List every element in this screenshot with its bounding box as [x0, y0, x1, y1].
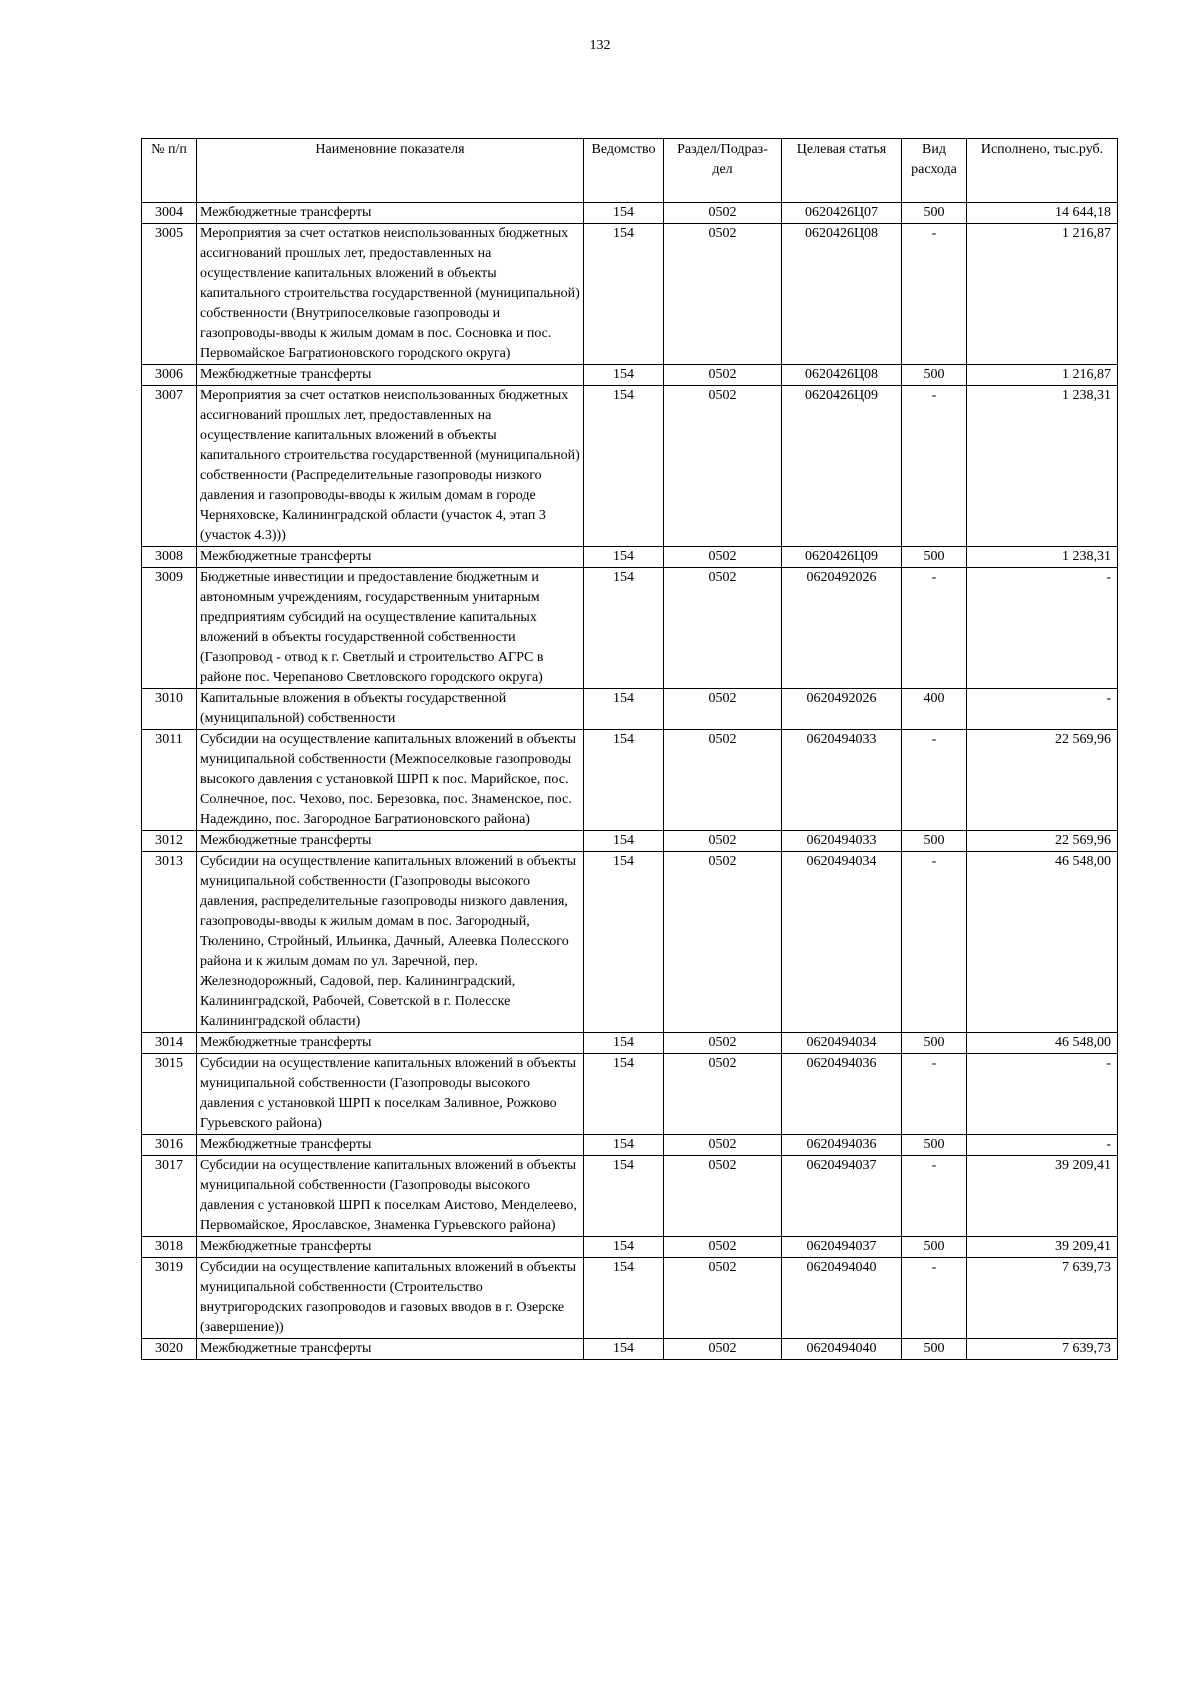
table-row: [142, 568, 1118, 689]
row-expense-type: 400: [902, 689, 967, 730]
row-name: Субсидии на осуществление капитальных вложений в объекты муниципальной собственности (Газопроводы высокого давления с установкой ШРП к поселкам Заливное, Рожково Гурьевского района): [197, 1054, 584, 1135]
table-row: [142, 1258, 1118, 1339]
page-number: 132: [589, 38, 611, 53]
table-row: [142, 852, 1118, 1033]
row-section: 0502: [664, 1339, 782, 1360]
row-amount: -: [967, 1054, 1118, 1135]
table-row: [142, 689, 1118, 730]
row-name: Субсидии на осуществление капитальных вложений в объекты муниципальной собственности (Строительство внутригородских газопроводов и газовых вводов в г. Озерске (завершение)): [197, 1258, 584, 1339]
row-target: 0620494033: [782, 831, 902, 852]
row-target: 0620494040: [782, 1339, 902, 1360]
row-amount: 1 238,31: [967, 547, 1118, 568]
row-number: 3017: [142, 1156, 197, 1237]
row-name: Мероприятия за счет остатков неиспользованных бюджетных ассигнований прошлых лет, предоставленных на осуществление капитальных вложений в объекты капитального строительства государственной (муниципальной) собственности (Внутрипоселковые газопроводы и газопроводы-вводы к жилым домам в пос. Сосновка и пос. Первомайское Багратионовского городского округа): [197, 224, 584, 365]
row-target: 0620426Ц07: [782, 203, 902, 224]
row-section: 0502: [664, 852, 782, 1033]
row-name: Межбюджетные трансферты: [197, 1339, 584, 1360]
row-section: 0502: [664, 1033, 782, 1054]
row-department: 154: [584, 547, 664, 568]
row-section: 0502: [664, 1054, 782, 1135]
row-target: 0620494036: [782, 1054, 902, 1135]
row-department: 154: [584, 1156, 664, 1237]
row-department: 154: [584, 365, 664, 386]
row-expense-type: 500: [902, 547, 967, 568]
row-section: 0502: [664, 1135, 782, 1156]
row-department: 154: [584, 831, 664, 852]
row-amount: -: [967, 568, 1118, 689]
header-department: Ведомство: [584, 139, 664, 203]
row-target: 0620426Ц08: [782, 224, 902, 365]
row-expense-type: -: [902, 568, 967, 689]
row-amount: 22 569,96: [967, 831, 1118, 852]
table-row: [142, 1339, 1118, 1360]
row-amount: 14 644,18: [967, 203, 1118, 224]
row-expense-type: -: [902, 224, 967, 365]
row-section: 0502: [664, 224, 782, 365]
table-row: [142, 730, 1118, 831]
header-type: Вид расхода: [902, 139, 967, 203]
row-expense-type: 500: [902, 1339, 967, 1360]
row-target: 0620426Ц09: [782, 547, 902, 568]
row-department: 154: [584, 852, 664, 1033]
row-number: 3013: [142, 852, 197, 1033]
row-department: 154: [584, 203, 664, 224]
row-section: 0502: [664, 568, 782, 689]
row-department: 154: [584, 689, 664, 730]
row-section: 0502: [664, 386, 782, 547]
row-expense-type: -: [902, 1156, 967, 1237]
table-row: [142, 547, 1118, 568]
row-name: Субсидии на осуществление капитальных вложений в объекты муниципальной собственности (Межпоселковые газопроводы высокого давления с установкой ШРП к пос. Марийское, пос. Солнечное, пос. Чехово, пос. Березовка, пос. Знаменское, пос. Надеждино, пос. Загородное Багратионовского района): [197, 730, 584, 831]
row-amount: 46 548,00: [967, 1033, 1118, 1054]
row-number: 3010: [142, 689, 197, 730]
row-target: 0620494033: [782, 730, 902, 831]
table-header-row: [142, 139, 1118, 203]
row-expense-type: -: [902, 1258, 967, 1339]
header-target: Целевая статья: [782, 139, 902, 203]
table-body: [142, 203, 1118, 1360]
table-row: [142, 386, 1118, 547]
row-department: 154: [584, 1054, 664, 1135]
table-row: [142, 365, 1118, 386]
row-section: 0502: [664, 203, 782, 224]
row-name: Субсидии на осуществление капитальных вложений в объекты муниципальной собственности (Газопроводы высокого давления, распределительные газопроводы низкого давления, газопроводы-вводы к жилым домам в пос. Загородный, Тюленино, Стройный, Ильинка, Дачный, Алеевка Полесского района и к жилым домам по ул. Заречной, пер. Железнодорожный, Садовой, пер. Калининградский, Калининградской, Рабочей, Советской в г. Полесске Калининградской области): [197, 852, 584, 1033]
row-expense-type: -: [902, 1054, 967, 1135]
row-number: 3009: [142, 568, 197, 689]
row-section: 0502: [664, 831, 782, 852]
row-name: Межбюджетные трансферты: [197, 831, 584, 852]
row-expense-type: 500: [902, 1135, 967, 1156]
row-section: 0502: [664, 365, 782, 386]
row-number: 3020: [142, 1339, 197, 1360]
row-number: 3004: [142, 203, 197, 224]
row-amount: 22 569,96: [967, 730, 1118, 831]
row-department: 154: [584, 224, 664, 365]
row-number: 3007: [142, 386, 197, 547]
row-number: 3016: [142, 1135, 197, 1156]
table-row: [142, 203, 1118, 224]
table-row: [142, 831, 1118, 852]
row-name: Межбюджетные трансферты: [197, 547, 584, 568]
row-amount: 1 238,31: [967, 386, 1118, 547]
row-number: 3018: [142, 1237, 197, 1258]
row-name: Межбюджетные трансферты: [197, 1237, 584, 1258]
row-number: 3006: [142, 365, 197, 386]
row-expense-type: -: [902, 852, 967, 1033]
row-number: 3012: [142, 831, 197, 852]
table-row: [142, 1237, 1118, 1258]
row-name: Субсидии на осуществление капитальных вложений в объекты муниципальной собственности (Газопроводы высокого давления с установкой ШРП к поселкам Аистово, Менделеево, Первомайское, Ярославское, Знаменка Гурьевского района): [197, 1156, 584, 1237]
row-department: 154: [584, 1339, 664, 1360]
row-amount: 1 216,87: [967, 224, 1118, 365]
table-row: [142, 1054, 1118, 1135]
row-expense-type: -: [902, 730, 967, 831]
row-expense-type: -: [902, 386, 967, 547]
budget-table: [141, 138, 1118, 1360]
row-target: 0620494037: [782, 1237, 902, 1258]
row-number: 3015: [142, 1054, 197, 1135]
row-expense-type: 500: [902, 831, 967, 852]
row-amount: 39 209,41: [967, 1156, 1118, 1237]
row-amount: 7 639,73: [967, 1339, 1118, 1360]
header-name: Наименовние показателя: [197, 139, 584, 203]
row-target: 0620494037: [782, 1156, 902, 1237]
row-name: Мероприятия за счет остатков неиспользованных бюджетных ассигнований прошлых лет, предоставленных на осуществление капитальных вложений в объекты капитального строительства государственной (муниципальной) собственности (Распределительные газопроводы низкого давления и газопроводы-вводы к жилым домам в городе Черняховске, Калининградской области (участок 4, этап 3 (участок 4.3))): [197, 386, 584, 547]
table-row: [142, 1033, 1118, 1054]
row-target: 0620494034: [782, 852, 902, 1033]
row-amount: 7 639,73: [967, 1258, 1118, 1339]
table-row: [142, 1156, 1118, 1237]
row-name: Межбюджетные трансферты: [197, 1135, 584, 1156]
row-expense-type: 500: [902, 1237, 967, 1258]
row-target: 0620492026: [782, 689, 902, 730]
row-target: 0620494034: [782, 1033, 902, 1054]
row-section: 0502: [664, 547, 782, 568]
header-executed: Исполнено, тыс.руб.: [967, 139, 1118, 203]
row-department: 154: [584, 386, 664, 547]
row-number: 3005: [142, 224, 197, 365]
row-section: 0502: [664, 730, 782, 831]
table-row: [142, 1135, 1118, 1156]
row-number: 3014: [142, 1033, 197, 1054]
row-department: 154: [584, 568, 664, 689]
row-department: 154: [584, 1237, 664, 1258]
row-target: 0620426Ц09: [782, 386, 902, 547]
row-amount: 39 209,41: [967, 1237, 1118, 1258]
row-department: 154: [584, 730, 664, 831]
row-number: 3011: [142, 730, 197, 831]
row-amount: -: [967, 1135, 1118, 1156]
row-target: 0620492026: [782, 568, 902, 689]
row-section: 0502: [664, 1237, 782, 1258]
header-section: Раздел/Подраз-дел: [664, 139, 782, 203]
row-target: 0620426Ц08: [782, 365, 902, 386]
row-expense-type: 500: [902, 1033, 967, 1054]
header-num: № п/п: [142, 139, 197, 203]
row-name: Капитальные вложения в объекты государственной (муниципальной) собственности: [197, 689, 584, 730]
row-department: 154: [584, 1258, 664, 1339]
row-name: Межбюджетные трансферты: [197, 203, 584, 224]
row-expense-type: 500: [902, 203, 967, 224]
row-department: 154: [584, 1135, 664, 1156]
row-number: 3019: [142, 1258, 197, 1339]
row-name: Бюджетные инвестиции и предоставление бюджетным и автономным учреждениям, государственным унитарным предприятиям субсидий на осуществление капитальных вложений в объекты государственной собственности (Газопровод - отвод к г. Светлый и строительство АГРС в районе пос. Черепаново Светловского городского округа): [197, 568, 584, 689]
row-section: 0502: [664, 689, 782, 730]
row-amount: 46 548,00: [967, 852, 1118, 1033]
row-section: 0502: [664, 1258, 782, 1339]
table-row: [142, 224, 1118, 365]
row-section: 0502: [664, 1156, 782, 1237]
row-department: 154: [584, 1033, 664, 1054]
row-amount: -: [967, 689, 1118, 730]
row-name: Межбюджетные трансферты: [197, 365, 584, 386]
row-name: Межбюджетные трансферты: [197, 1033, 584, 1054]
row-expense-type: 500: [902, 365, 967, 386]
row-number: 3008: [142, 547, 197, 568]
row-target: 0620494036: [782, 1135, 902, 1156]
row-amount: 1 216,87: [967, 365, 1118, 386]
row-target: 0620494040: [782, 1258, 902, 1339]
